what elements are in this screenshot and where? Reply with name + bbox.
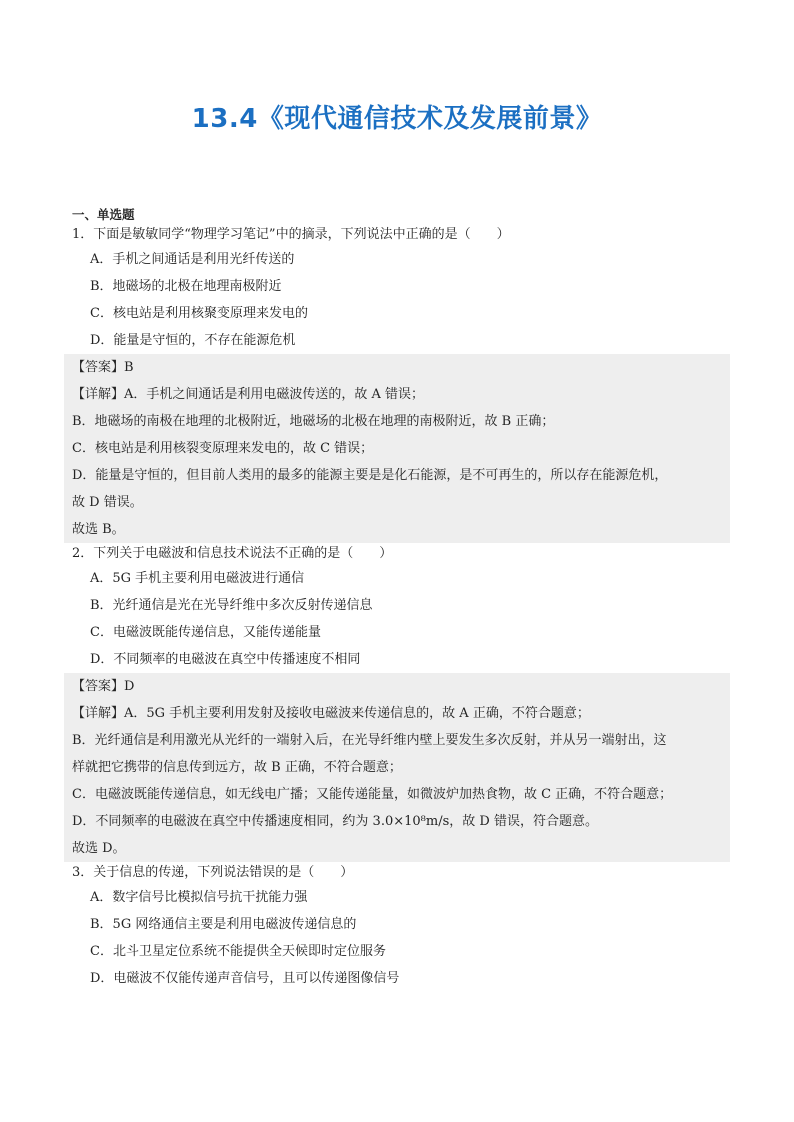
option-d: D．能量是守恒的，不存在能源危机	[90, 333, 296, 348]
option-c: C．北斗卫星定位系统不能提供全天候即时定位服务	[90, 944, 386, 959]
option-b: B．光纤通信是光在光导纤维中多次反射传递信息	[90, 598, 373, 613]
option-d: D．不同频率的电磁波在真空中传播速度不相同	[90, 652, 361, 667]
question-stem: 2．下列关于电磁波和信息技术说法不正确的是（ ）	[72, 546, 393, 561]
answer-line: 【答案】B	[72, 360, 134, 375]
document-body	[72, 206, 724, 992]
explain-line: C．电磁波既能传递信息，如无线电广播；又能传递能量，如微波炉加热食物，故 C 正确，不符合题意；	[72, 787, 673, 802]
question-1	[72, 224, 724, 543]
explain-line: B．光纤通信是利用激光从光纤的一端射入后，在光导纤维内壁上要发生多次反射，并从另一端射出，这	[72, 733, 667, 748]
option-c: C．核电站是利用核聚变原理来发电的	[90, 306, 308, 321]
question-stem: 3．关于信息的传递，下列说法错误的是（ ）	[72, 865, 354, 880]
explain-line: D．不同频率的电磁波在真空中传播速度相同，约为 3.0×10⁸m/s，故 D 错误，符合题意。	[72, 814, 598, 829]
explain-line: 样就把它携带的信息传到远方，故 B 正确，不符合题意；	[72, 760, 402, 775]
option-a: A．数字信号比模拟信号抗干扰能力强	[90, 890, 308, 905]
question-3	[72, 862, 724, 992]
option-b: B．地磁场的北极在地理南极附近	[90, 279, 282, 294]
option-a: A．手机之间通话是利用光纤传送的	[90, 252, 295, 267]
explain-line: C．核电站是利用核裂变原理来发电的，故 C 错误；	[72, 441, 374, 456]
option-a: A．5G 手机主要利用电磁波进行通信	[90, 571, 305, 586]
explain-line: 故 D 错误。	[72, 495, 143, 510]
explain-line: 【详解】A．5G 手机主要利用发射及接收电磁波来传递信息的，故 A 正确，不符合题意；	[72, 706, 590, 721]
answer-block	[64, 673, 730, 862]
option-c: C．电磁波既能传递信息，又能传递能量	[90, 625, 321, 640]
explain-line: D．能量是守恒的，但目前人类用的最多的能源主要是是化石能源，是不可再生的，所以存在能源危机，	[72, 468, 668, 483]
answer-line: 【答案】D	[72, 679, 135, 694]
section-title: 一、单选题	[72, 207, 135, 222]
explain-line: 【详解】A．手机之间通话是利用电磁波传送的，故 A 错误；	[72, 387, 425, 402]
option-b: B．5G 网络通信主要是利用电磁波传递信息的	[90, 917, 357, 932]
question-2	[72, 543, 724, 862]
page-title: 13.4《现代通信技术及发展前景》	[191, 104, 603, 134]
answer-block	[64, 354, 730, 543]
explain-line: 故选 D。	[72, 841, 126, 856]
explain-line: 故选 B。	[72, 522, 125, 537]
question-stem: 1．下面是敏敏同学“物理学习笔记”中的摘录，下列说法中正确的是（ ）	[72, 227, 510, 242]
option-d: D．电磁波不仅能传递声音信号，且可以传递图像信号	[90, 971, 400, 986]
explain-line: B．地磁场的南极在地理的北极附近，地磁场的北极在地理的南极附近，故 B 正确；	[72, 414, 555, 429]
